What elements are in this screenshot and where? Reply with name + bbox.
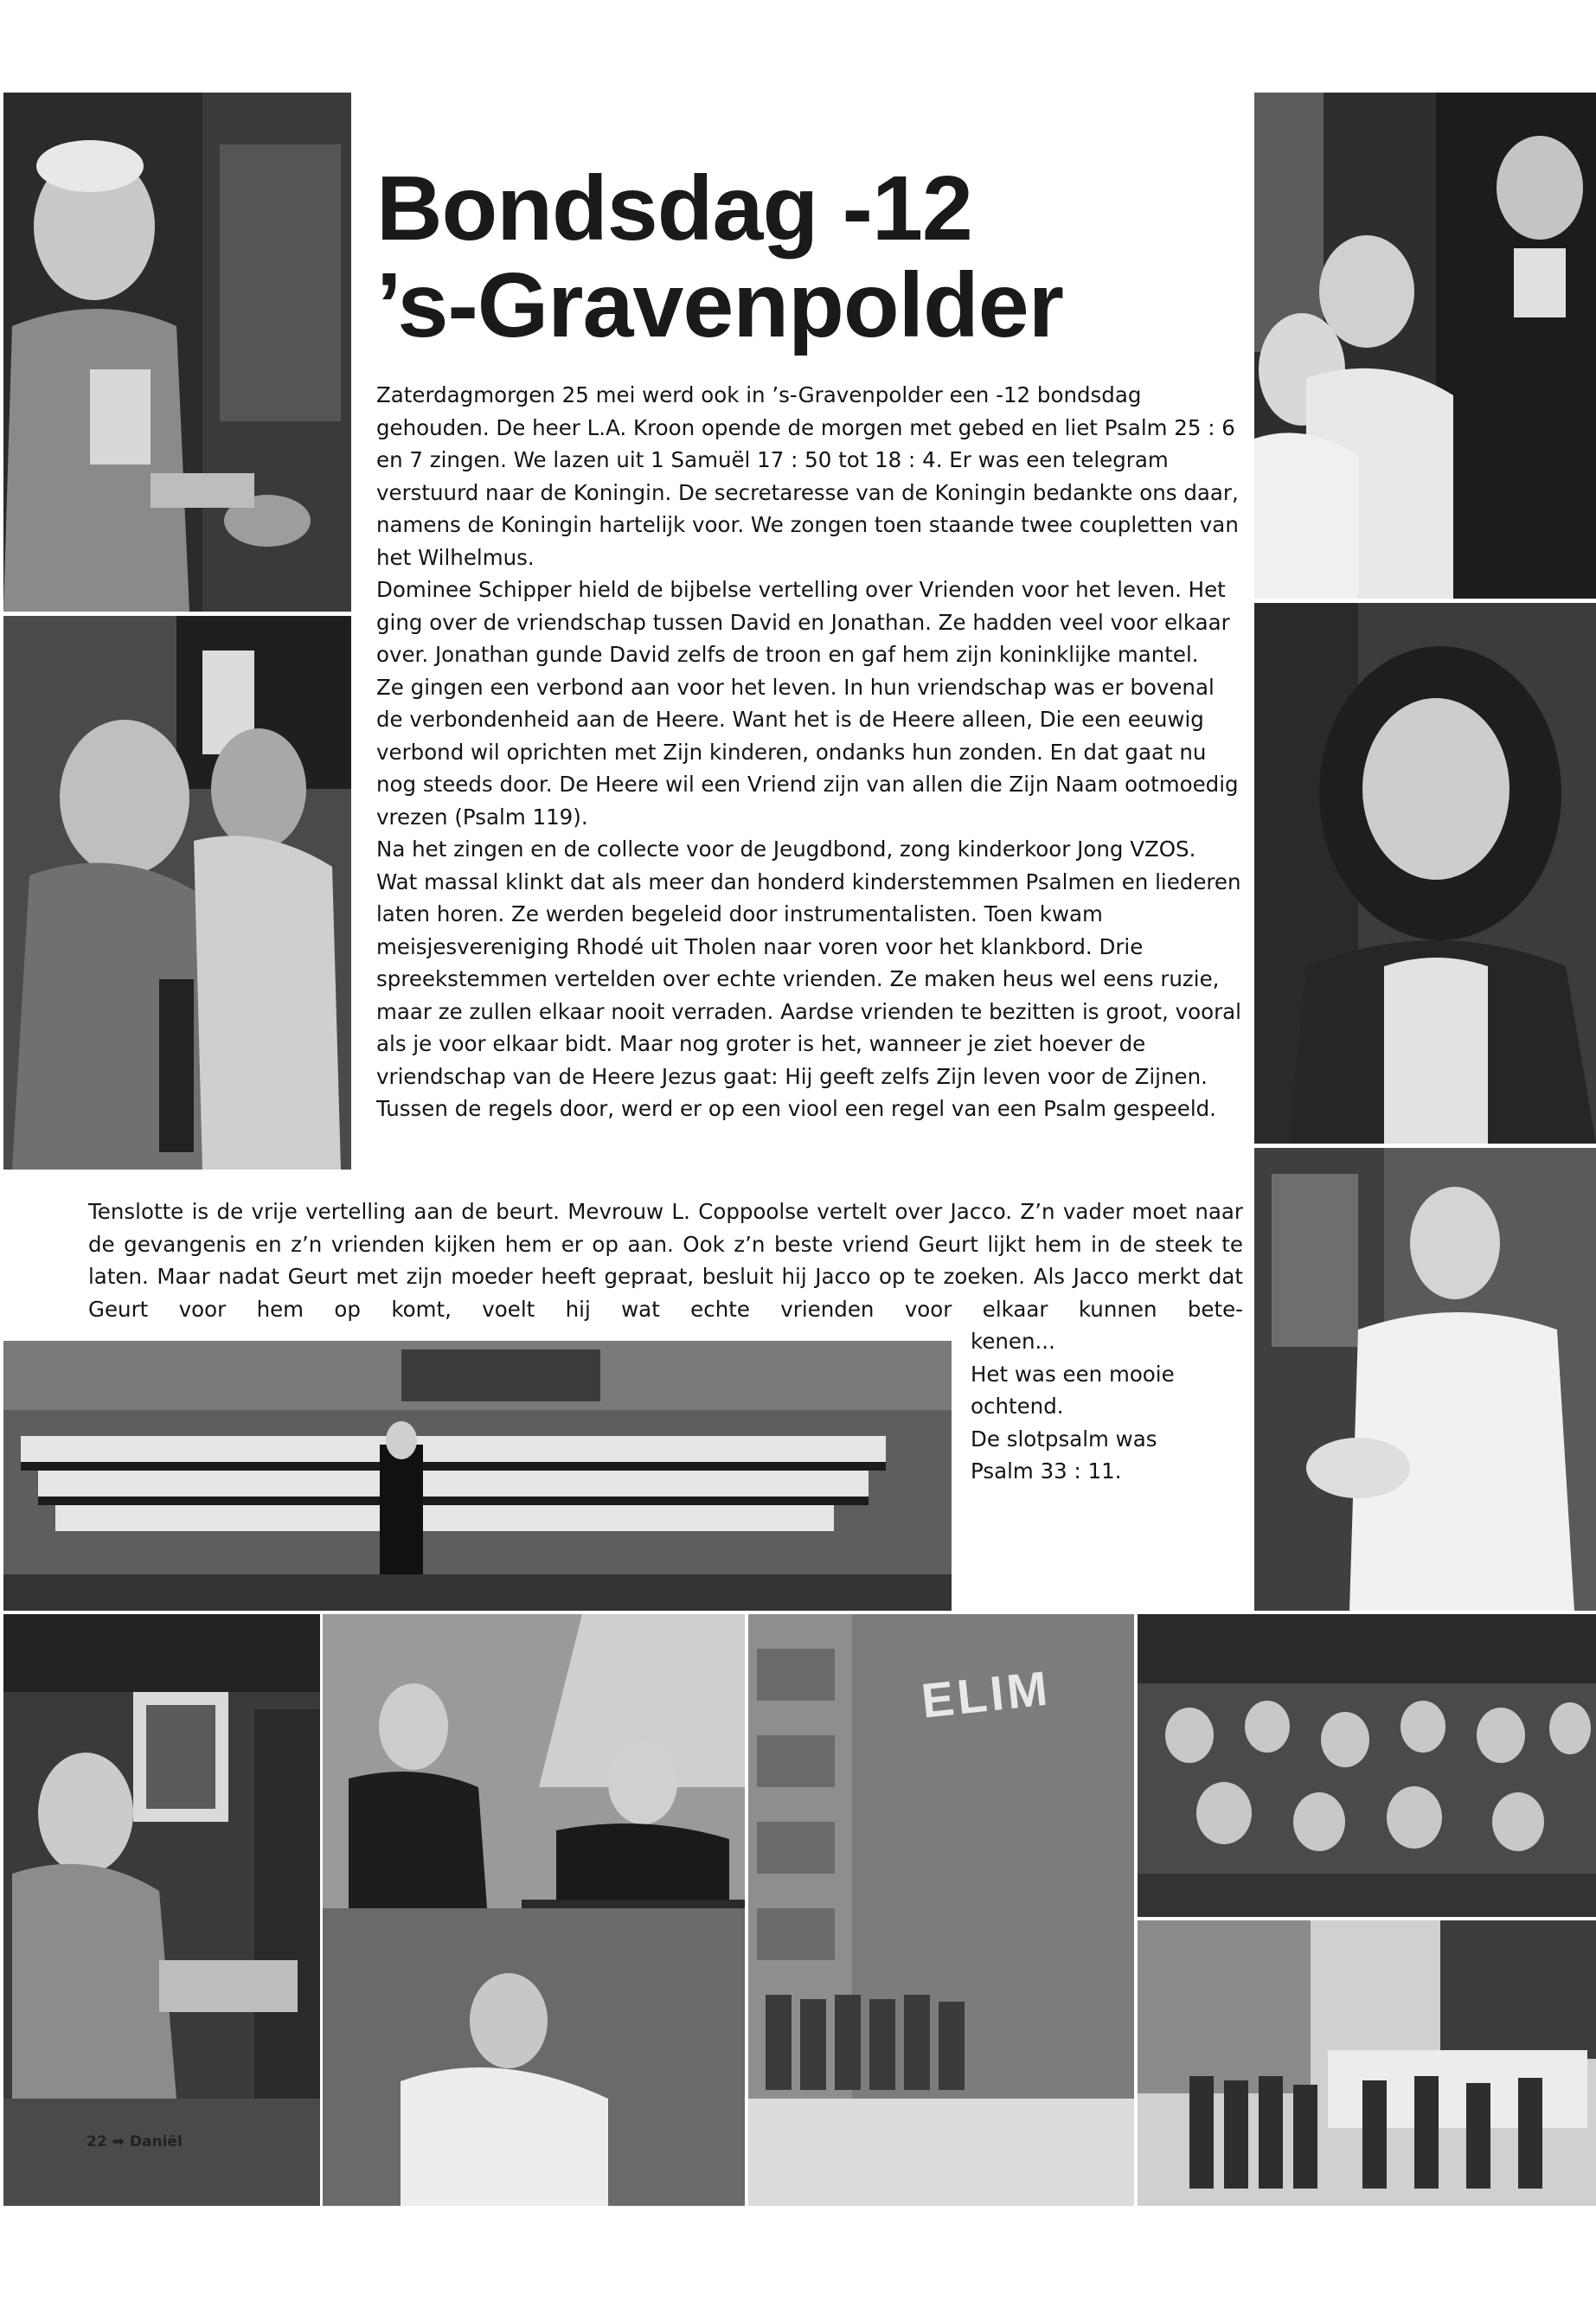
- photo-group-outside: [1138, 1920, 1596, 2206]
- photo-boy-at-organ: [3, 1614, 320, 2206]
- article-title: [376, 157, 1063, 356]
- photo-audience: [1138, 1614, 1596, 1917]
- page-footer: [87, 2133, 183, 2150]
- article-body: [376, 379, 1241, 1125]
- photo-boy-with-tin: [3, 93, 351, 612]
- article-paragraph: Na het zingen en de collecte voor de Jeugdbond, zong kinderkoor Jong VZOS. Wat massal klinkt dat als meer dan honderd kinderstemmen Psalmen en liederen laten horen. Ze werden begeleid door instrumentalisten. Toen kwam meisjesvereniging Rhodé uit Tholen naar voren voor het klankbord. Drie spreekstemmen vertelden over echte vrienden. Ze maken heus wel eens ruzie, maar ze zullen elkaar nooit verraden. Aardse vrienden te bezitten is groot, vooral als je voor elkaar bidt. Maar nog groter is het, wanneer je ziet hoever de vriendschap van de Heere Jezus gaat: Hij geeft zelfs Zijn leven voor de Zijnen. Tussen de regels door, werd er op een viool een regel van een Psalm gespeeld.: [376, 836, 1241, 1121]
- arrow-icon: ➡: [112, 2133, 125, 2150]
- closing-line: Het was een mooie: [971, 1361, 1175, 1387]
- article-paragraph: Dominee Schipper hield de bijbelse vertelling over Vrienden voor het leven. Het ging over de vriendschap tussen David en Jonathan. Ze hadden veel voor elkaar over. Jonathan gunde David zelfs de troon en gaf hem zijn koninklijke mantel.: [376, 577, 1230, 667]
- photo-elim-building: [748, 1614, 1134, 2206]
- building-sign: ELIM: [919, 1660, 1054, 1728]
- article-paragraph: Ze gingen een verbond aan voor het leven. In hun vriendschap was er bovenal de verbondenheid aan de Heere. Want het is de Heere alleen, Die een eeuwig verbond wil oprichten met Zijn kinderen, ondanks hun zonden. En dat gaat nu nog steeds door. De Heere wil een Vriend zijn van allen die Zijn Naam ootmoedig vrezen (Psalm 119).: [376, 674, 1239, 830]
- closing-line: ochtend.: [971, 1394, 1064, 1419]
- article-title-line-1: Bondsdag -12: [376, 157, 972, 260]
- photo-woman-with-glasses: [1254, 603, 1596, 1144]
- article-title-line-2: ’s-Gravenpolder: [376, 254, 1063, 356]
- photo-choir: [3, 1341, 952, 1611]
- closing-line: kenen...: [971, 1329, 1055, 1354]
- page-number: 22: [87, 2133, 107, 2150]
- article-wide-paragraph: Tenslotte is de vrije vertelling aan de beurt. Mevrouw L. Coppoolse vertelt over Jacco. Z’n vader moet naar de gevangenis en z’n vrienden kijken hem er op aan. Ook z’n beste vriend Geurt lijkt hem in de steek te laten. Maar nadat Geurt met zijn moeder heeft gepraat, besluit hij Jacco op te zoeken. Als Jacco merkt dat Geurt voor hem op komt, voelt hij wat echte vrienden voor elkaar kunnen bete-: [88, 1199, 1243, 1322]
- photo-girls-singing: [3, 616, 351, 1170]
- photo-violinists: [323, 1614, 745, 2206]
- closing-line: Psalm 33 : 11.: [971, 1458, 1122, 1484]
- photo-girl-in-white-dress: [1254, 1148, 1596, 1611]
- magazine-name: Daniël: [129, 2133, 183, 2150]
- closing-line: De slotpsalm was: [971, 1426, 1157, 1452]
- article-closing-column: [971, 1325, 1247, 1488]
- article-paragraph: Zaterdagmorgen 25 mei werd ook in ’s-Gravenpolder een -12 bondsdag gehouden. De heer L.A. Kroon opende de morgen met gebed en liet Psalm 25 : 6 en 7 zingen. We lazen uit 1 Samuël 17 : 50 tot 18 : 4. Er was een telegram verstuurd naar de Koningin. De secretaresse van de Koningin bedankte ons daar, namens de Koningin hartelijk voor. We zongen toen staande twee coupletten van het Wilhelmus.: [376, 382, 1239, 570]
- photo-girls-with-minister: [1254, 93, 1596, 599]
